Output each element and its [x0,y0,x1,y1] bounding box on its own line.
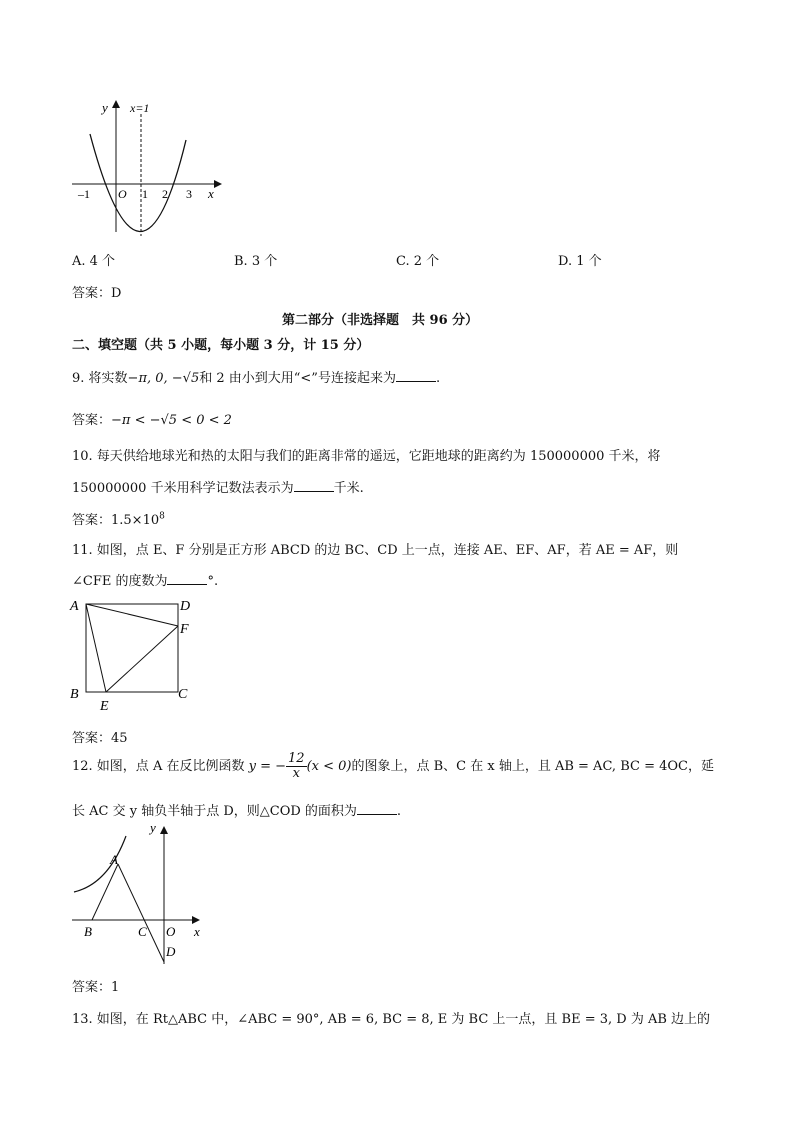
label-c: C [178,687,188,702]
label-c: C [138,924,147,939]
segment-ad [118,864,164,962]
answer-10: 答案：$1.5\times 10^8$ [72,511,165,528]
x-label: x [208,186,214,201]
tick-3: 3 [186,187,192,201]
q9-lead: 9. 将实数 [72,371,128,386]
label-a: A [70,599,79,614]
answer-9-expr: −π < −√5 < 0 < 2 [111,413,232,428]
section-two-heading: 二、填空题（共 5 小题，每小题 3 分，计 15 分） [72,338,370,353]
answer-12: 答案：1 [72,980,120,995]
tick-2: 2 [162,187,168,201]
q10-blank [294,479,334,492]
parabola-figure [68,96,228,241]
label-f: F [180,622,189,637]
question-10-line-1: 10. 每天供给地球光和热的太阳与我们的距离非常的遥远，它距地球的距离约为 150000000 千米，将 [72,449,661,464]
origin-label: O [118,187,127,201]
segment-ef [106,626,178,692]
y-label: y [150,820,156,835]
q9-nums: −π, 0, −√5 [127,371,200,386]
label-d: D [166,944,176,959]
label-e: E [100,699,109,714]
tick-1: 1 [142,187,148,201]
x-axis-arrow-icon [192,916,200,924]
q9-end: . [435,371,441,386]
q11-blank [167,572,207,585]
q9-mid: 和 2 由小到大用“<”号连接起来为 [199,371,396,386]
label-o: O [166,924,176,939]
square-abcd [86,604,178,692]
label-b: B [70,687,79,702]
choice-b: B. 3 个 [234,254,278,269]
question-12-line-1: 12. 如图，点 A 在反比例函数 y = − $\frac{12}{x}$ (x < 0)的图象上，点 B、C 在 x 轴上，且 AB = AC, BC = 4OC，延 [72,751,714,781]
question-11-line-2: ∠CFE 的度数为 °. [72,574,219,589]
label-b: B [84,924,92,939]
tick-minus1: –1 [78,187,90,201]
question-13: 13. 如图，在 Rt△ABC 中，∠ABC = 90°, AB = 6, BC = 8, E 为 BC 上一点，且 BE = 3, D 为 AB 边上的 [72,1012,711,1027]
question-9 [72,367,440,386]
label-d: D [180,599,191,614]
choice-c: C. 2 个 [396,254,440,269]
choice-a: A. 4 个 [72,254,116,269]
hyperbola-figure [68,818,218,968]
question-11-line-1: 11. 如图，点 E、F 分别是正方形 ABCD 的边 BC、CD 上一点，连接 AE、EF、AF，若 AE = AF，则 [72,543,679,558]
answer-9: 答案：−π < −√5 < 0 < 2 [72,413,232,428]
segment-af [86,604,178,626]
y-axis-arrow-icon [112,100,120,108]
fraction-12-over-x: $\frac{12}{x}$ [288,751,305,781]
part-two-heading: 第二部分（非选择题 共 96 分） [282,313,479,328]
y-axis-arrow-icon [160,826,168,834]
segment-ae [86,604,106,692]
choice-d: D. 1 个 [558,254,602,269]
answer-8: 答案：D [72,286,122,301]
y-label: y [102,100,108,115]
label-a: A [110,852,118,867]
question-10-line-2: 150000000 千米用科学记数法表示为 千米. [72,481,364,496]
x-label: x [194,924,200,939]
x-axis-arrow-icon [214,180,222,188]
question-12-line-2: 长 AC 交 y 轴负半轴于点 D，则△COD 的面积为 . [72,804,402,819]
q12-blank [357,802,397,815]
xeq-label: x=1 [130,101,150,115]
answer-11: 答案：45 [72,731,128,746]
q9-blank [396,369,436,382]
parabola-curve [90,134,186,232]
square-figure [66,596,206,714]
